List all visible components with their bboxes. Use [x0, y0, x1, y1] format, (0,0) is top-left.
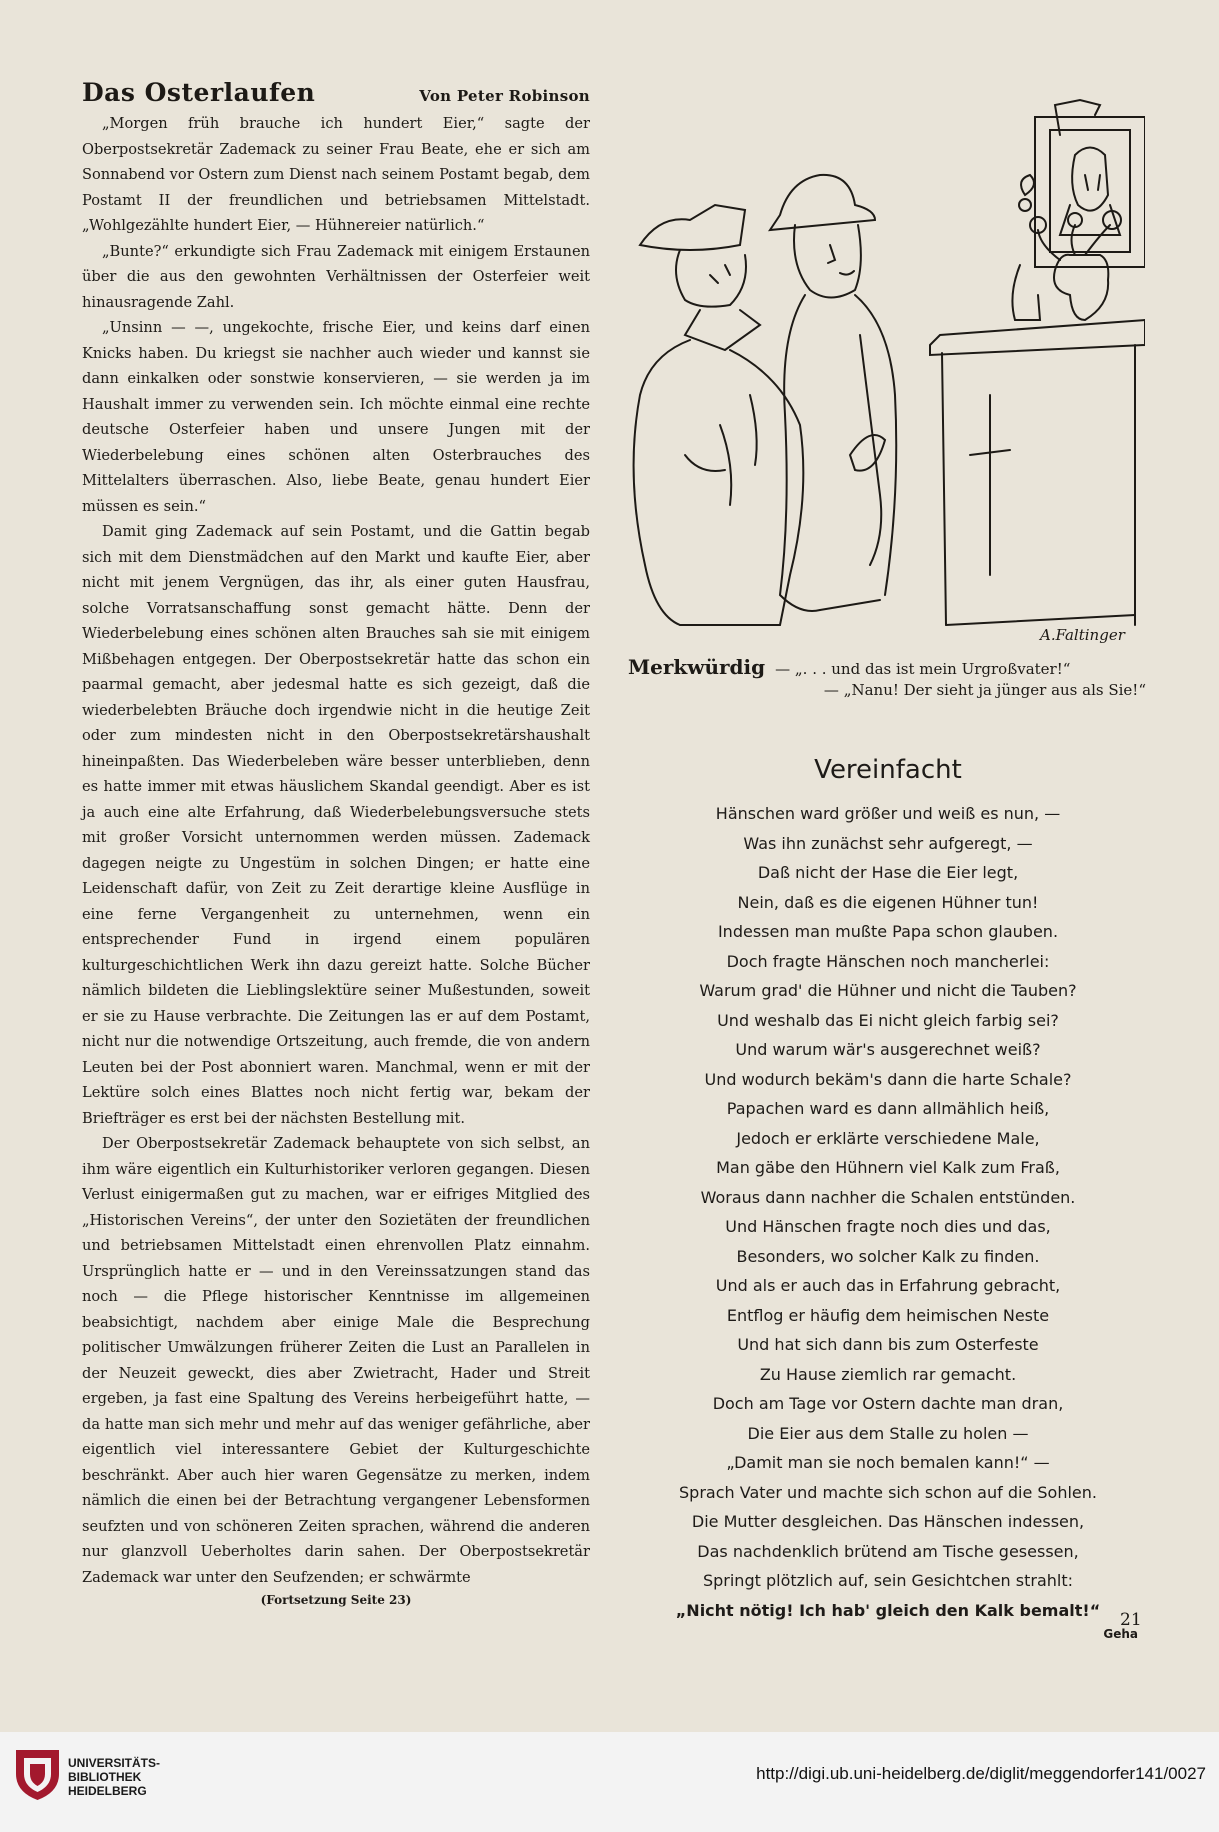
library-name: UNIVERSITÄTS- BIBLIOTHEK HEIDELBERG — [68, 1756, 161, 1798]
poem-line: Die Mutter desgleichen. Das Hänschen indessen, — [691, 1512, 1085, 1531]
poem-line: Hänschen ward größer und weiß es nun, — — [715, 804, 1061, 823]
poem-line: Daß nicht der Hase die Eier legt, — [757, 863, 1019, 882]
poem-line: Die Eier aus dem Stalle zu holen — — [747, 1423, 1029, 1443]
poem-line: Sprach Vater und machte sich schon auf die Sohlen. — [679, 1482, 1097, 1502]
poem-line: Nein, daß es die eigenen Hühner tun! — [737, 892, 1039, 912]
poem-author: Geha — [1103, 1627, 1138, 1641]
poem-line: Papachen ward es dann allmählich heiß, — [726, 1099, 1050, 1118]
article — [82, 78, 590, 1607]
poem-line: Doch fragte Hänschen noch mancherlei: — [726, 951, 1050, 971]
poem-line: Was ihn zunächst sehr aufgeregt, — — [743, 833, 1033, 853]
caption-title: Merkwürdig — [628, 655, 766, 679]
source-url-link[interactable]: http://digi.ub.uni-heidelberg.de/diglit/meggendorfer141/0027 — [756, 1764, 1206, 1783]
poem-line: Man gäbe den Hühnern viel Kalk zum Fraß, — [716, 1158, 1060, 1177]
page-number: 21 — [1120, 1610, 1142, 1630]
cartoon-illustration — [630, 95, 1145, 655]
poem-line: Springt plötzlich auf, sein Gesichtchen strahlt: — [702, 1571, 1074, 1590]
article-title: Das Osterlaufen — [82, 78, 316, 107]
poem-line: „Damit man sie noch bemalen kann!“ — — [726, 1453, 1050, 1472]
poem-line: Und hat sich dann bis zum Osterfeste — [737, 1335, 1039, 1354]
artist-signature: A.Faltinger — [1040, 626, 1125, 644]
continuation-note: (Fortsetzung Seite 23) — [260, 1593, 412, 1607]
article-body — [82, 111, 590, 1590]
poem-title: Vereinfacht — [814, 755, 962, 785]
poem-line: Und weshalb das Ei nicht gleich farbig sei? — [717, 1010, 1059, 1030]
man-with-cap — [634, 205, 804, 625]
poem-line: Indessen man mußte Papa schon glauben. — [717, 922, 1059, 941]
article-paragraph: Damit ging Zademack auf sein Postamt, und die Gattin begab sich mit dem Dienstmädchen auf den Markt und kaufte Eier, aber nicht mit jenem Vergnügen, das ihr, als einer guten Hausfrau, solche Vorratsanschaffung sonst gemacht hätte. Denn der Wiederbelebung eines schönen alten Brauches sah sie mit einigem Mißbehagen entgegen. Der Oberpostsekretär hatte das schon ein paarmal gemacht, aber jedesmal hatte es sich gezeigt, daß die wiederbelebten Bräuche doch irgendwie nicht in die heutige Zeit oder zum mindesten nicht in den Oberpostsekretärshaushalt hineinpaßten. Das Wiederbeleben wäre besser unterblieben, denn es hatte immer mit etwas häuslichem Skandal geendigt. Aber es ist ja auch eine alte Erfahrung, daß Wiederbelebungsversuche stets mit großer Vorsicht unternommen werden müssen. Zademack dagegen neigte zu Ungestüm in solchen Dingen; er hatte eine Leidenschaft dafür, von Zeit zu Zeit derartige kleine Ausflüge in eine ferne Vergangenheit zu unternehmen, wenn ein entsprechender Fund in irgend einem populären kulturgeschichtlichen Werk ihn dazu gereizt hatte. Solche Bücher nämlich bildeten die Lieblingslektüre seiner Mußestunden, soweit er sie zu Hause verbrachte. Die Zeitungen las er auf dem Postamt, nicht nur die notwendige Ortszeitung, auch fremde, die von andern Leuten bei der Post abonniert waren. Manchmal, wenn er mit der Lektüre solch eines Blattes noch nicht fertig war, bekam der Briefträger es erst bei der nächsten Bestellung mit. — [82, 523, 590, 1127]
caption-line: — „. . . und das ist mein Urgroßvater!“ — [775, 660, 1071, 678]
article-header — [82, 78, 590, 107]
poem-line: Und als er auch das in Erfahrung gebracht, — [715, 1276, 1061, 1295]
poem — [628, 755, 1148, 1641]
article-paragraph: „Unsinn — —, ungekochte, frische Eier, und keins darf einen Knicks haben. Du kriegst sie nachher auch wieder und kannst sie dann einkalken oder sonstwie konservieren, — sie werden ja im Haushalt immer zu verwenden sein. Ich möchte einmal eine rechte deutsche Osterfeier haben und unsere Jungen mit der Wiederbelebung eines schönen alten Osterbrauches des Mittelalters überraschen. Also, liebe Beate, genau hundert Eier müssen es sein.“ — [82, 319, 590, 515]
article-paragraph: Der Oberpostsekretär Zademack behauptete von sich selbst, an ihm wäre eigentlich ein Kulturhistoriker verloren gegangen. Diesen Verlust einigermaßen gut zu machen, war er eifriges Mitglied des „Historischen Vereins“, der unter den Sozietäten der freundlichen und betriebsamen Mittelstadt einen ehrenvollen Platz einnahm. Ursprünglich hatte er — und in den Vereinssatzungen stand das noch — die Pflege historischer Kenntnisse im allgemeinen beabsichtigt, nachdem aber einige Male die Besprechung politischer Umwälzungen früherer Zeiten die Lust an Parallelen in der Neuzeit geweckt, dies aber Zwietracht, Hader und Streit ergeben, ja fast eine Spaltung des Vereins herbeigeführt hatte, — da hatte man sich mehr und mehr auf das weniger gefährliche, aber eigentlich viel interessantere Gebiet der Kulturgeschichte beschränkt. Aber auch hier waren Gegensätze zu merken, indem nämlich die einen bei der Betrachtung vergangener Lebensformen seufzten und von schöneren Zeiten sprachen, während die anderen nur glanzvoll Ueberholtes darin sahen. Der Oberpostsekretär Zademack war unter den Seufzenden; er schwärmte — [82, 1135, 590, 1586]
flower-vase — [1012, 175, 1121, 320]
caption-line: — „Nanu! Der sieht ja jünger aus als Sie!“ — [823, 681, 1146, 699]
university-seal-icon — [10, 1744, 65, 1802]
poem-line: Warum grad' die Hühner und nicht die Tauben? — [699, 981, 1077, 1000]
poem-line: Jedoch er erklärte verschiedene Male, — [736, 1128, 1040, 1148]
man-with-hat — [770, 175, 896, 611]
sideboard — [930, 320, 1145, 625]
poem-line: Und warum wär's ausgerechnet weiß? — [735, 1040, 1041, 1059]
cartoon-caption — [628, 655, 1146, 699]
poem-line: Und wodurch bekäm's dann die harte Schale? — [704, 1069, 1072, 1089]
poem-line: Das nachdenklich brütend am Tische gesessen, — [697, 1541, 1079, 1561]
article-author: Von Peter Robinson — [419, 87, 590, 105]
poem-line: Besonders, wo solcher Kalk zu finden. — [736, 1246, 1040, 1266]
picture-frame — [1035, 100, 1145, 267]
poem-line: Woraus dann nachher die Schalen entstünden. — [700, 1187, 1076, 1207]
article-paragraph: „Morgen früh brauche ich hundert Eier,“ sagte der Oberpostsekretär Zademack zu seiner Frau Beate, ehe er sich am Sonnabend vor Ostern zum Dienst nach seinem Postamt begab, dem Postamt II der freundlichen und betriebsamen Mittelstadt. „Wohlgezählte hundert Eier, — Hühnereier natürlich.“ — [82, 115, 590, 234]
poem-line: Entflog er häufig dem heimischen Neste — [726, 1305, 1050, 1325]
library-footer — [0, 1732, 1219, 1832]
poem-line: Zu Hause ziemlich rar gemacht. — [759, 1364, 1017, 1384]
poem-line: Doch am Tage vor Ostern dachte man dran, — [712, 1394, 1064, 1413]
poem-line: Und Hänschen fragte noch dies und das, — [725, 1217, 1051, 1236]
poem-line: „Nicht nötig! Ich hab' gleich den Kalk bemalt!“ — [675, 1600, 1101, 1620]
article-paragraph: „Bunte?“ erkundigte sich Frau Zademack mit einigem Erstaunen über die aus den gewohnten Verhältnissen der Osterfeier weit hinausragende Zahl. — [82, 242, 590, 311]
